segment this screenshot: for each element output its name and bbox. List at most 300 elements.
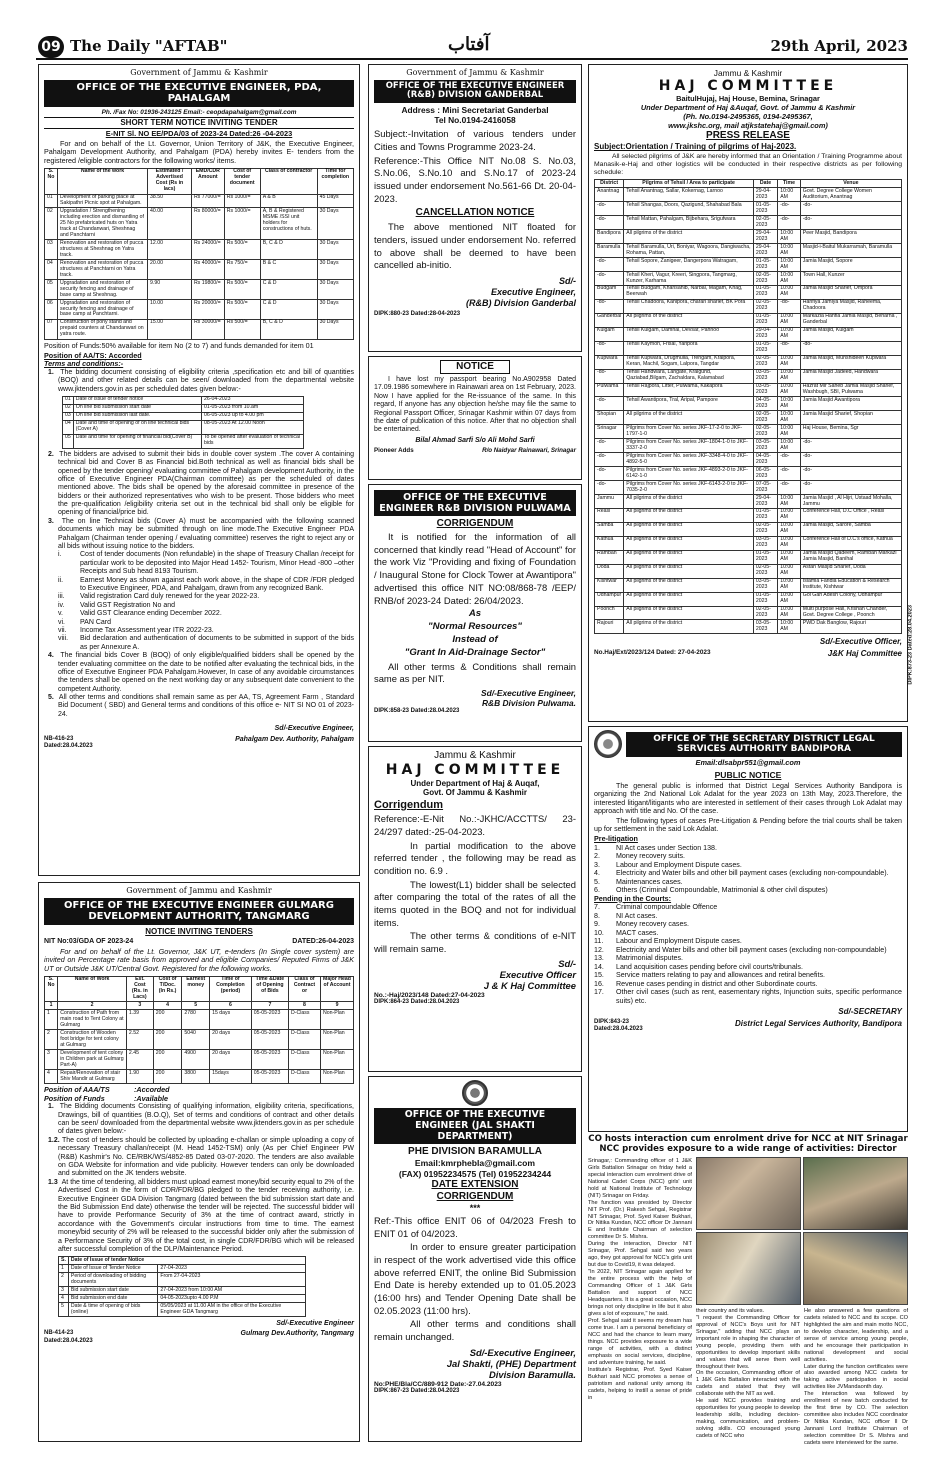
table-cell: A, B & Registered MSME /SSI unit holders for constructions of huts. [260,208,317,240]
table-cell: 04-05-2023 [753,397,777,411]
table-row [595,453,902,467]
table-row [595,425,902,439]
ad-enit: E-NIT Sl. NO EE/PDA/03 of 2023-24 Dated:26 -04-2023 [105,128,293,138]
list-item-number: 1. [594,843,600,852]
table-cell: -do- [778,341,801,355]
table-cell: 10:00 AM [778,522,801,536]
table-cell: 05/05/2023 at 11.00 AM in the office of the Executive Engineer GDA Tangmarg [158,1303,306,1317]
news-subheadline: NCC provides exposure to a wide range of activities: Director [599,1144,897,1155]
schedule-row [59,1303,306,1317]
ad-address: Address : Mini Secretariat Ganderbal [401,105,549,116]
table-cell: 10:00 AM [778,536,801,550]
table-cell: 10:00 AM [778,397,801,411]
schedule-table [58,1256,306,1317]
table-cell: 20 days [210,1030,252,1050]
list-item-text: Revenue cases pending in district and other Subordinate courts. [616,979,818,988]
list-item-text: Money recovery cases. [616,920,689,929]
table-cell: Rs 500/= [224,300,260,320]
list-item [594,946,902,955]
table-row [595,369,902,383]
table-cell: Conference Hall, D.C Office , Reasi [800,508,901,522]
table-cell: C & D [260,300,317,320]
table-cell: 2 [45,1030,58,1050]
ad-notice-title: PUBLIC NOTICE [714,769,782,780]
table-row [45,208,354,240]
ad-subject: Subject:Orientation / Training of pilgrims of Haj-2023. [594,142,797,152]
table-cell: 10:00 AM [778,620,801,634]
table-cell: 03-05-2023 [753,578,777,592]
table-cell: Construction of pony stand and prepaid counters at Chandanwari on yatra route. [58,319,148,339]
ad-email: Email:kmrphebla@gmail.com [414,1158,536,1169]
table-cell: 200 [153,1050,182,1070]
list-item-number: 17. [594,988,604,997]
table-cell: Kupwara [595,355,624,369]
table-cell: -do- [595,341,624,355]
column-number: 2 [58,1002,127,1010]
table-row [45,1010,354,1030]
table-row [45,280,354,300]
list-item-text: NI Act cases under Section 138. [616,843,717,852]
list-item-text: Income Tax Assessment year ITR 2022-23. [80,626,214,634]
table-cell: Renovation and restoration of pucca structures at Panchtarni on Yatra track. [58,260,148,280]
table-cell: 10:00 AM [778,439,801,453]
table-row [45,1070,354,1084]
para-1: 1. The Bidding documents Consisting of qualifying information, eligibility criteria, specifications, Drawings, bill of quantities (B.O.Q), Set of terms and conditions of contract and other details can be seen/ downloaded from the departmental website www.jktenders.gov.in as per schedule of dates given below:- [48,1103,354,1136]
table-cell: -do- [595,369,624,383]
table-cell: Conference Hall of D.C's office, Kathua [800,536,901,550]
works-table [44,168,354,340]
table-cell: All pilgrims of the district [624,564,754,578]
table-cell: 05-05-2023 [251,1010,288,1030]
table-cell: 10:00 AM [778,230,801,244]
table-cell: 02-05-2023 [753,216,777,230]
list-item-text: Maintenances cases. [616,877,683,886]
table-cell: Tehsil Kulgam, Damhal, Devsar, Pahnoo [624,327,754,341]
para-3: The other terms & conditions of e-NIT will remain same. [374,930,576,955]
table-cell: 01-05-2023 [753,341,777,355]
table-cell: 4900 [182,1050,210,1070]
table-cell: 01-05-2023 from 10.am [201,404,303,412]
page-number: 09 [38,36,64,58]
ad-haj-press-release [588,64,914,722]
list-item-number: 10. [594,928,604,937]
column-number: 5 [182,1002,210,1010]
table-cell: Doda [595,564,624,578]
table-cell: 10:00 AM [778,272,801,286]
signature: Sd/-Executive Officer, [819,637,902,647]
table-cell: Upgradation / Strengthening including erection and dismantling of 25 No prefabricated huts on Yatra track at Chandanwari, Sheshnag and Panchtarni [58,208,148,240]
table-cell: Rs 750/= [224,260,260,280]
table-cell: Tehsil Chadoora, Kanipora, charari sharief, BK Pora [624,299,754,313]
list-item [594,963,902,972]
ad-footer [594,1019,902,1033]
ad-gov-line: Government of Jammu and Kashmir [126,886,272,895]
table-cell: Reasi [595,508,624,522]
ad-gov-line: Government of Jammu & Kashmir [406,68,544,77]
table-cell: Jamia Masjid Awantipora [800,397,901,411]
table-cell: Pulwama [595,383,624,397]
ad-notice-title: NOTICE INVITING TENDERS [145,926,253,936]
table-cell: 26-04-2023 [201,396,303,404]
table-cell: 29-04-2023 [753,188,777,202]
news-photo [803,1232,908,1305]
table-row [595,313,902,327]
table-cell: Pilgrims from Cover No. series JKF-3348-4-0 to JKF-4892-5-0 [624,453,754,467]
issue-date: 29th April, 2023 [770,37,908,55]
table-cell: -do- [595,258,624,272]
table-cell: All pilgrims of the district [624,536,754,550]
list-item-text: Criminal compoundable Offence [616,903,718,912]
ad-footer [44,736,354,750]
table-cell: Masjid-i-Baitul Mukarramah, Baramulla [800,244,901,258]
table-cell: 07-05-2023 [753,481,777,495]
list-item [594,920,902,929]
ad-office-title: OFFICE OF THE EXECUTIVE ENGINEER R&B DIVISION PULWAMA [374,490,576,516]
table-cell: Tehsil Shangas, Doors, Qazigund, Shahabad Bala [624,202,754,216]
table-header-cell: Time of Completion (period) [210,976,252,1002]
list-item-number: 15. [594,971,604,980]
table-cell: All pilgrims of the district [624,508,754,522]
para-2: 1.2. The cost of tenders should be collected by uploading e-challan or simple uploading a copy of necessary Treasury challan/receipt (M. Head 1452-TSM) only (As per Chief Engineer PW (R&B) Kashmir's No. CE/RBK/WS/4852-85 Dated 03-07-2020. The tenders are also available on GDA Website for information and vide publicity. However tenders can only be downloaded and submitted on the JK tenders website. [48,1136,355,1178]
ad-reference: Reference:-E-Nit No.:-JKHC/ACCTTS/ 23-24/297 dated:-25-04-2023. [374,813,576,837]
table-cell: Jammu [595,495,624,509]
list-item-text: Labour and Employment Dispute cases. [616,860,742,869]
list-item [58,593,354,601]
table-cell: 04 [45,260,58,280]
list-item [594,903,902,912]
para-3: 1.3 At the time of tendering, all bidders must upload earnest money/bid security equal to 2% of the Advertised Cost in the form of CDR/FDR/BG pledged to the tender receiving authority, i.e. Executive Engineer GDA Division Tangmarg (dated between the bid submission start date and the Bid Submission End date) otherwise the tender will be rejected. The successful bidder will have to provide Performance Security of 3% at the time of contract award, strictly in accordance with the Government's circular instructions from time to time. The earnest money/bid security of 2% will be released to the successful bidder only after the submission of a Performance Security of 3% of the total cost, in single CDR/FDR/BG which will be released after successful completion of the DLP/Maintenance Period. [48,1178,354,1253]
table-cell: 30 Days [317,280,353,300]
table-cell: All pilgrims of the district [624,495,754,509]
funds-position: Position of Funds:50% available for item No (2 to 7) and funds demanded for item 01 [44,340,314,350]
agency-tag: Pioneer Adds [374,447,414,455]
table-cell: 03-05-2023 [753,369,777,383]
dipk-number: DIPK:880-23 Dated:28-04-2023 [374,310,461,317]
table-row [595,258,902,272]
table-cell: Tehsil Baramulla, Uri, Boniyar, Wagoora, Dangiwacha, Rohama, Pattan, [624,244,754,258]
ad-gov-line: Government of Jammu & Kashmir [130,68,268,77]
table-cell: 06-05-2023 up to 4.00 pm [201,412,303,420]
table-row [595,202,902,216]
list-item-number: vii. [58,626,67,634]
table-cell: 03-05-2023 [753,383,777,397]
table-cell: Date and time of opening of on line technical bids (Cover A) [73,420,201,434]
table-cell: Tehsil Kupwara, Drugmulla, Trehgam, Kralpora, Keran, Machil, Sogam, Lalpora, Tangdar [624,355,754,369]
table-row [595,439,902,453]
other-terms: All other terms & Conditions shall remain same as per NIT. [374,660,576,685]
table-cell: D-Class [288,1010,320,1030]
table-cell: Markazia Hanfia Jamia Masjid, Beharna , Ganderbal [800,313,901,327]
table-cell: Pilgrims from Cover No. series JKF-6143-2-0 to JKF-7035-2-0 [624,481,754,495]
column-number: 4 [153,1002,182,1010]
column-number: 9 [321,1002,354,1010]
table-row [45,240,354,260]
ad-notice-title: PRESS RELEASE [706,130,790,142]
table-cell: -do- [800,453,901,467]
table-cell: 02-05-2023 [753,299,777,313]
table-cell: 05 [63,434,74,448]
list-item [594,971,902,980]
list-item-number: 8. [594,911,600,920]
table-cell: -do- [595,202,624,216]
table-cell: -do- [800,216,901,230]
table-cell: 10:00 AM [778,606,801,620]
schedule-table [594,179,902,634]
table-cell: Haj House, Bemina, Sgr [800,425,901,439]
signature-office: Gulmarg Dev.Authority, Tangmarg [240,1330,354,1338]
list-item-text: Money recovery suits. [616,852,685,861]
signature: Executive Engineer, [490,286,576,297]
table-row [45,1030,354,1050]
table-cell: 12.00 [148,240,192,260]
table-cell: 01 [63,396,74,404]
table-row [45,194,354,208]
sd-mark: Sd/- [558,957,576,969]
table-cell: C & D [260,280,317,300]
list-item [594,954,902,963]
ad-body: In order to ensure greater participation in respect of the work advertised vide this office above referred ENIT, the online Bid Submission End Date is hereby extended up to 01.05.2023 (16:00 hrs) and Tender Opening Date shall be 02.05.2023 (11:00 hrs). [374,1241,576,1316]
table-cell: Rs 19800/= [191,280,224,300]
table-cell: Non-Plan [321,1070,354,1084]
schedule-table [62,396,304,449]
table-cell: -do- [595,481,624,495]
signature-office: District Legal Services Authority, Bandipora [734,1018,902,1028]
table-cell: Non-Plan [321,1050,354,1070]
table-cell: Budgam [595,285,624,299]
table-cell: A & B [260,194,317,208]
table-cell: Date of issue of tender notice [73,396,201,404]
table-cell: 15 days [210,1010,252,1030]
table-cell: 04-05-2023upto 4.00 P.M [158,1295,306,1303]
table-header-cell: Venue [800,180,901,188]
list-item [594,861,902,870]
table-cell: 01 [45,194,58,208]
table-cell: 05-05-2023 [251,1050,288,1070]
table-cell: 04-05-2023 [753,453,777,467]
applicant-address: R/o Naidyar Rainawari, Srinagar [482,447,576,455]
emblem-logo [594,730,622,758]
table-header-cell: S. No [45,168,58,194]
table-cell: PWD Dak Banglow, Rajouri [800,620,901,634]
table-cell: 29-04-2023 [753,327,777,341]
table-cell: Jamia Masjid Jadeed, Handwara [800,369,901,383]
news-column-2 [696,1157,908,1449]
table-cell: -do- [778,299,801,313]
table-cell: 02-05-2023 [753,411,777,425]
ad-office-title: OFFICE OF THE EXECUTIVE ENGINEER, PDA, PAHALGAM [44,80,354,107]
aaa-position: Position of AAA/TS :Accorded [44,1085,170,1094]
table-row [595,620,902,634]
table-cell: From 27-04-2023 [158,1273,306,1287]
table-cell: 200 [153,1010,182,1030]
list-item-text: MACT cases. [616,928,659,937]
ad-fax: (FAX) 01952234575 (Tel) 01952234244 [398,1168,552,1179]
table-cell: 10.00 [148,300,192,320]
table-cell: Construction of Path from main road to Tent Colony at Gulmarg [58,1010,127,1030]
aats-position: Position of AA/TS: Accorded [44,350,142,360]
table-header-cell: Time &Date of Opening of Bids [251,976,288,1002]
table-header-cell: Class of contractor [260,168,317,194]
table-cell: 1.90 [126,1070,153,1084]
table-cell: 27-04-2023 [158,1265,306,1273]
table-cell: Hanfiya Jamiya Masjid, Raheema, Chadoora [800,299,901,313]
list-item-number: viii. [58,635,69,643]
table-cell: Tehsil Awantipora, Tral, Aripal, Pampore [624,397,754,411]
table-cell: 38.50 [148,194,192,208]
table-cell: 1.39 [126,1010,153,1030]
news-headline: CO hosts interaction cum enrolment drive for NCC at NIT Srinagar [588,1134,908,1144]
term-5: 5. All other terms and conditions shall remain same as per AA, TS, Agreement Farm , Standard Bid Document ( SBD) and General terms and conditions of this office e- NIT SI NO 01 of 2023-24. [48,694,355,718]
ad-reference: Reference:-This Office NIT No.08 S. No.03, S.No.06, S.No.10 and S.No.17 of 2023-24 issued under endorsement No.561-66 Dt. 20-04-2023. [374,154,576,204]
table-cell: 200 [153,1070,182,1084]
table-cell: 29-04-2023 [753,230,777,244]
table-header-cell: EMD/CDR Amount [191,168,224,194]
table-cell: 15.00 [148,319,192,339]
table-cell: 2780 [182,1010,210,1030]
table-cell: Non-Plan [321,1030,354,1050]
table-cell: 29-04-2023 [753,495,777,509]
table-row [595,244,902,258]
list-item [58,627,354,635]
list-item-number: 13. [594,954,604,963]
table-row [595,536,902,550]
list-item-number: 14. [594,962,604,971]
ad-title: HAJ COMMITTEE [385,762,565,778]
ad-notice-title: CANCELLATION NOTICE [415,207,535,219]
table-row [595,592,902,606]
signature: Sd/-SECRETARY [838,1007,902,1017]
table-cell: 03 [45,240,58,260]
list-item-number: v. [58,610,63,618]
table-header-cell: Pilgrims of Tehsil / Area to participate [624,180,754,188]
list-item-number: 9. [594,920,600,929]
table-cell: B & C [260,260,317,280]
table-row [595,383,902,397]
table-cell: Upgradation and restoration of security fencing and drainage of base camp at Sheshnag. [58,280,148,300]
table-cell: Rs 500/= [224,280,260,300]
table-cell: Ramban [595,550,624,564]
table-cell: 30 Days [317,240,353,260]
table-cell: 5040 [182,1030,210,1050]
list-item-number: 2. [594,852,600,861]
table-cell: Jamia Masjid , Al Hijri, Ustaad Mohalla, Jammu [800,495,901,509]
ad-subject: Subject:-Invitation of various tenders under Cities and Towns Programme 2023-24. [374,128,576,152]
table-cell: 10:00 AM [778,411,801,425]
table-cell: Rs 500/= [224,240,260,260]
table-cell: 02-05-2023 [753,425,777,439]
ad-office-title: OFFICE OF THE EXECUTIVE ENGINEER (JAL SHAKTI DEPARTMENT) [374,1108,576,1144]
table-row [595,327,902,341]
table-row [45,260,354,280]
table-cell: Construction of Wooden foot bridge for tent colony at Gulmarg [58,1030,127,1050]
applicant-name: Bilal Ahmad Sarfi S/o Ali Mohd Sarfi [415,436,535,444]
table-row [595,467,902,481]
letter-number: No.Haj/Ext/2023/124 Dated: 27-04-2023 [594,649,711,656]
nit-date: DATED:26-04-2023 [292,938,354,946]
list-item-text: Valid GST Registration No and [80,601,176,609]
list-item-number: 6. [594,886,600,895]
table-cell: Samba [595,522,624,536]
table-cell: D-Class [288,1050,320,1070]
signature: Sd/-Executive Engineer, [469,1346,576,1358]
table-cell: -do- [595,467,624,481]
table-row [595,188,902,202]
table-cell: 01-05-2023 [753,202,777,216]
table-cell: -do- [595,397,624,411]
table-cell: Jamia Masjid, Sopore [800,258,901,272]
ad-intro: For and on behalf of the Lt. Governor, J&K UT, e-tenders (In Single cover system) are invited on Percentage rate basis from approved and eligible Companies/ Reputed Firms of J&K UT or Outside J&K UT/Central Govt. Registered for the following works. [44,946,354,973]
table-header-cell: Earnest money [182,976,210,1002]
table-cell: 02-05-2023 [753,355,777,369]
table-cell: 10:00 AM [778,258,801,272]
table-cell: 29-04-2023 [753,244,777,258]
list-item [594,869,902,878]
table-cell: 40.00 [148,208,192,240]
list-item-number: 16. [594,979,604,988]
ad-footer [44,1330,354,1344]
table-cell: Pilgrims from Cover No. series JKF-1804-1-0 to JKF-3337-2-0 [624,439,754,453]
ad-body: The above mentioned NIT floated for tenders, issued under endorsement No. referred to above shall be deemed to have been cancelled ab-initio. [374,221,576,271]
ad-body: I have lost my passport bearing No.A902958 Dated 17.09.1986 somewhere in Rainawari area on 1st February, 2023. Now I have applied for the Re-issuance of the same. In this regard, If anyone has any objection he/she may file the same to Regional Passport Officer, Srinagar Kashmir within 07 days from the date of publication of this notice. After that no objection shall be entertained. [374,376,576,434]
list-item-text: Other civil cases (such as rent, easementary rights, Injunction suits, specific performance suits) etc. [616,988,902,1005]
table-cell: 9.90 [148,280,192,300]
table-cell: Tehsil Budgam, Khansahib, Narbal, Magam, Khag, Beerwah [624,285,754,299]
table-cell: Repair/Renovation of stair Shiv Mandir at Gulmarg [58,1070,127,1084]
ad-govt: Govt. Of Jammu & Kashmir [422,788,528,798]
table-cell: -do- [595,272,624,286]
table-header-cell: Class of Contract or [288,976,320,1002]
table-header-cell: Major Head of Account [321,976,354,1002]
table-cell: 06 [45,300,58,320]
table-cell: D-Class [288,1070,320,1084]
as-line: As [468,608,482,620]
table-cell: Kishtwar [595,578,624,592]
table-cell: Bandipora [595,230,624,244]
table-row [45,300,354,320]
ad-jal-shakti [368,1076,582,1442]
table-cell: Date and time for opening of financial bid(Cover B) [73,434,201,448]
ad-contact: Ph. /Fax No: 01936-243125 Email:- ceopdapahalgam@gmail.com [101,108,297,116]
ad-notice-title: SHORT TERM NOTICE INVITING TENDER [44,117,354,129]
nb-number: NB-416-23 [44,735,74,742]
table-cell: 20 days [210,1050,252,1070]
term-2: 2. The bidders are advised to submit their bids in double cover system .The cover A containing technical bid and Cover B as Financial bid.Both technical as well as financial bids shall be opened by the tender opening/ evaluating committee of Pahalgam development Authority, in the office of Executive Engineer PDA(Chairman committee) as per the scheduled of dates mentioned above. The bids shall be opened by the aforesaid committee in presence of the bidders or their authorized representatives who wish to be present. Those bidders who meet the pre-qualification /eligibility criteria set out in the technical bid shall only be eligible for opening of financial/price bid. [48,450,355,517]
para-1: In partial modification to the above referred tender , the following may be read as condition no. 6.9 . [374,839,576,876]
list-item-number: 4. [594,869,600,878]
table-header-cell: Cost of T/Doc. (In Rs.) [153,976,182,1002]
list-item-number: ii. [58,576,64,584]
dipk-number: DIPK:843-23 [594,1018,630,1025]
table-cell: Non-Plan [321,1010,354,1030]
signature-dept: Jal Shakti, (PHE) Department [446,1358,576,1370]
table-cell: 01-05-2023 [753,313,777,327]
ad-gov-line: Jammu & Kashmir [434,750,516,761]
prelitigation-list [594,844,902,895]
table-cell: Kulgam [595,327,624,341]
table-header-cell: District [595,180,624,188]
table-cell: -do- [800,439,901,453]
table-cell: 10:00 AM [778,313,801,327]
table-cell: 05-05-2023 [251,1030,288,1050]
table-cell: 01-05-2023 [753,550,777,564]
list-item-text: Electricity and Water bills and other bill payment cases (excluding non-compoundable). [616,869,889,878]
ad-office-title: OFFICE OF THE EXECUTIVE ENGINEER GULMARG DEVELOPMENT AUTHORITY, TANGMARG [44,898,354,925]
term-3: 3. The on line Technical bids (Cover A) must be accompanied with the following scanned documents which may be submitted through on line mode.The Executive Engineer PDA Pahalgam (Chairman tender opening / evaluating committee) reserves the right to reject any or all bids without issuing notice to the bidders. [48,517,354,551]
table-row [595,578,902,592]
dipk-number: DIPK:873-23 Dated:28.04.2023 [908,605,914,685]
table-cell: B, C & D [260,240,317,260]
column-number: 1 [45,1002,58,1010]
